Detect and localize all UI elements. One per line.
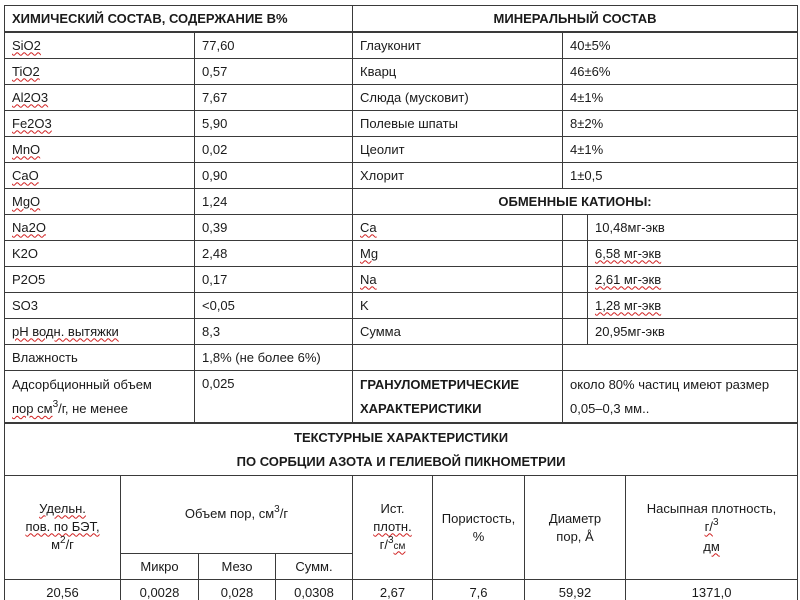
volume-unit-sup: 3 <box>274 503 280 515</box>
texture-title-line1: ТЕКСТУРНЫЕ ХАРАКТЕРИСТИКИ <box>294 429 509 445</box>
table-header-row <box>5 6 798 32</box>
cation-name <box>353 215 563 241</box>
cation-spacer <box>563 293 588 319</box>
cation-value-text: 2,61 мг-экв <box>595 271 662 287</box>
surface-area-header <box>5 476 121 580</box>
chemical-name: Влажность <box>5 345 195 371</box>
mineral-value: 40±5% <box>563 33 798 59</box>
meso-value: 0,028 <box>199 580 276 600</box>
meso-header: Мезо <box>199 554 276 580</box>
mineral-value: 46±6% <box>563 59 798 85</box>
mineral-value: 4±1% <box>563 85 798 111</box>
mineral-name: Слюда (мусковит) <box>353 85 563 111</box>
granulometry-value <box>563 371 798 423</box>
bulk-line1: Насыпная плотность, <box>646 500 777 516</box>
chemical-name <box>5 59 195 85</box>
bulk-unit-a: г/ <box>704 518 713 534</box>
granulometry-line1: ГРАНУЛОМЕТРИЧЕСКИЕ <box>360 377 520 393</box>
table-row <box>5 33 798 59</box>
data-sheet <box>4 5 797 598</box>
cation-value: 20,95мг-экв <box>588 319 798 345</box>
cation-value-text: 6,58 мг-экв <box>595 245 662 261</box>
sum-header: Сумм. <box>276 554 353 580</box>
table-row <box>5 293 798 319</box>
true-density-header <box>353 476 433 580</box>
mineral-value: 4±1% <box>563 137 798 163</box>
adsorption-value <box>195 371 353 423</box>
bulk-unit-sup: 3 <box>712 516 719 528</box>
chemical-name <box>5 111 195 137</box>
surface-value: 20,56 <box>5 580 121 600</box>
density-value: 2,67 <box>353 580 433 600</box>
adsorption-value-text: 0,025 <box>202 376 235 392</box>
sum-value: 0,0308 <box>276 580 353 600</box>
chemical-name: K2O <box>5 241 195 267</box>
chemical-name-text: MgO <box>12 193 41 209</box>
density-unit-a: г/ <box>379 536 388 552</box>
chemical-header: ХИМИЧЕСКИЙ СОСТАВ, СОДЕРЖАНИЕ В% <box>5 6 353 32</box>
surface-unit-sup: 2 <box>60 534 66 546</box>
chemical-name-text: MnO <box>12 141 41 157</box>
cation-spacer <box>563 319 588 345</box>
table-row <box>5 345 798 371</box>
cations-header: ОБМЕННЫЕ КАТИОНЫ: <box>353 189 798 215</box>
texture-title-line2: ПО СОРБЦИИ АЗОТА И ГЕЛИЕВОЙ ПИКНОМЕТРИИ <box>236 453 566 469</box>
chemical-value: 8,3 <box>195 319 353 345</box>
chemical-name-text: SiO2 <box>12 37 41 53</box>
diameter-value: 59,92 <box>525 580 626 600</box>
mineral-value: 8±2% <box>563 111 798 137</box>
chemical-name-text: Al2O3 <box>12 89 49 105</box>
mineral-name: Кварц <box>353 59 563 85</box>
chemical-name: SO3 <box>5 293 195 319</box>
porosity-line1: Пористость, <box>441 510 516 526</box>
adsorption-line1: Адсорбционный объем <box>12 377 152 393</box>
chemical-value: <0,05 <box>195 293 353 319</box>
chemical-name-text: Fe2O3 <box>12 115 52 131</box>
chemical-value: 7,67 <box>195 85 353 111</box>
porosity-header <box>433 476 525 580</box>
chemical-value: 77,60 <box>195 33 353 59</box>
cation-name: K <box>353 293 563 319</box>
table-row <box>5 163 798 189</box>
granulometry-value-line2: 0,05–0,3 мм.. <box>570 401 650 417</box>
table-row <box>5 267 798 293</box>
blank-cell <box>353 345 563 371</box>
chemical-name-text: pH водн. вытяжки <box>12 323 119 339</box>
granulometry-value-line1: около 80% частиц имеют размер <box>570 377 770 393</box>
chemical-name: P2O5 <box>5 267 195 293</box>
chemical-name-text: Na2O <box>12 219 46 235</box>
chemical-name-text: TiO2 <box>12 63 40 79</box>
chemical-name-text: CaO <box>12 167 39 183</box>
mineral-name: Глауконит <box>353 33 563 59</box>
diameter-line1: Диаметр <box>548 510 602 526</box>
chemical-value: 0,02 <box>195 137 353 163</box>
texture-title <box>5 424 798 476</box>
chemical-name <box>5 189 195 215</box>
mineral-value: 1±0,5 <box>563 163 798 189</box>
table-row <box>5 319 798 345</box>
adsorption-line2a: пор см <box>12 401 53 417</box>
bulk-unit-b: дм <box>703 538 720 554</box>
chemical-name <box>5 137 195 163</box>
pore-volume-header <box>121 476 353 554</box>
chemical-name <box>5 85 195 111</box>
granulometry-header <box>353 371 563 423</box>
surface-unit-b: /г <box>65 536 74 552</box>
blank-cell <box>563 345 798 371</box>
chemical-value: 0,39 <box>195 215 353 241</box>
chemical-name <box>5 319 195 345</box>
cation-name-text: Mg <box>360 245 379 261</box>
cation-spacer <box>563 241 588 267</box>
micro-value: 0,0028 <box>121 580 199 600</box>
chemical-value: 5,90 <box>195 111 353 137</box>
cation-spacer <box>563 215 588 241</box>
bulk-density-header <box>626 476 798 580</box>
density-line2: плотн. <box>373 518 412 534</box>
micro-header: Микро <box>121 554 199 580</box>
table-row <box>5 215 798 241</box>
table-row <box>5 111 798 137</box>
texture-table <box>4 423 798 600</box>
cation-name-text: Na <box>360 271 377 287</box>
porosity-line2: % <box>472 528 485 544</box>
density-unit-b: см <box>393 540 406 552</box>
table-row <box>5 189 798 215</box>
chemical-name <box>5 215 195 241</box>
volume-label: Объем пор, <box>184 505 256 521</box>
cation-name <box>353 241 563 267</box>
cation-value <box>588 241 798 267</box>
chemical-value: 0,17 <box>195 267 353 293</box>
texture-values-row <box>5 580 798 600</box>
volume-unit-a: см <box>258 505 275 521</box>
porosity-value: 7,6 <box>433 580 525 600</box>
table-row <box>5 241 798 267</box>
table-row <box>5 137 798 163</box>
chemical-value: 2,48 <box>195 241 353 267</box>
chemical-name <box>5 33 195 59</box>
chemical-name <box>5 163 195 189</box>
cation-name: Сумма <box>353 319 563 345</box>
table-row <box>5 85 798 111</box>
composition-table <box>4 5 798 32</box>
surface-line2: пов. по БЭТ, <box>25 518 100 534</box>
cation-spacer <box>563 267 588 293</box>
mineral-name: Полевые шпаты <box>353 111 563 137</box>
chemical-value: 0,90 <box>195 163 353 189</box>
volume-unit-b: /г <box>279 505 289 521</box>
bulk-value: 1371,0 <box>626 580 798 600</box>
density-unit-sup: 3 <box>387 534 394 546</box>
mineral-name: Хлорит <box>353 163 563 189</box>
diameter-line2: пор, Å <box>556 528 594 544</box>
cation-value: 10,48мг-экв <box>588 215 798 241</box>
cation-value <box>588 267 798 293</box>
adsorption-row <box>5 371 798 423</box>
adsorption-sup: 3 <box>52 399 59 411</box>
table-row <box>5 59 798 85</box>
cation-value <box>588 293 798 319</box>
cation-name-text: Ca <box>360 219 377 235</box>
cation-name <box>353 267 563 293</box>
pore-diameter-header <box>525 476 626 580</box>
granulometry-line2: ХАРАКТЕРИСТИКИ <box>360 401 482 417</box>
surface-line1: Удельн. <box>39 500 86 516</box>
composition-grid <box>4 32 798 423</box>
cation-value-text: 1,28 мг-экв <box>595 297 662 313</box>
chemical-value: 0,57 <box>195 59 353 85</box>
surface-unit-a: м <box>51 536 60 552</box>
mineral-header: МИНЕРАЛЬНЫЙ СОСТАВ <box>353 6 798 32</box>
adsorption-label <box>5 371 195 423</box>
mineral-name: Цеолит <box>353 137 563 163</box>
density-line1: Ист. <box>380 500 405 516</box>
adsorption-line2b: /г, не менее <box>58 401 128 417</box>
chemical-value: 1,24 <box>195 189 353 215</box>
chemical-value: 1,8% (не более 6%) <box>195 345 353 371</box>
